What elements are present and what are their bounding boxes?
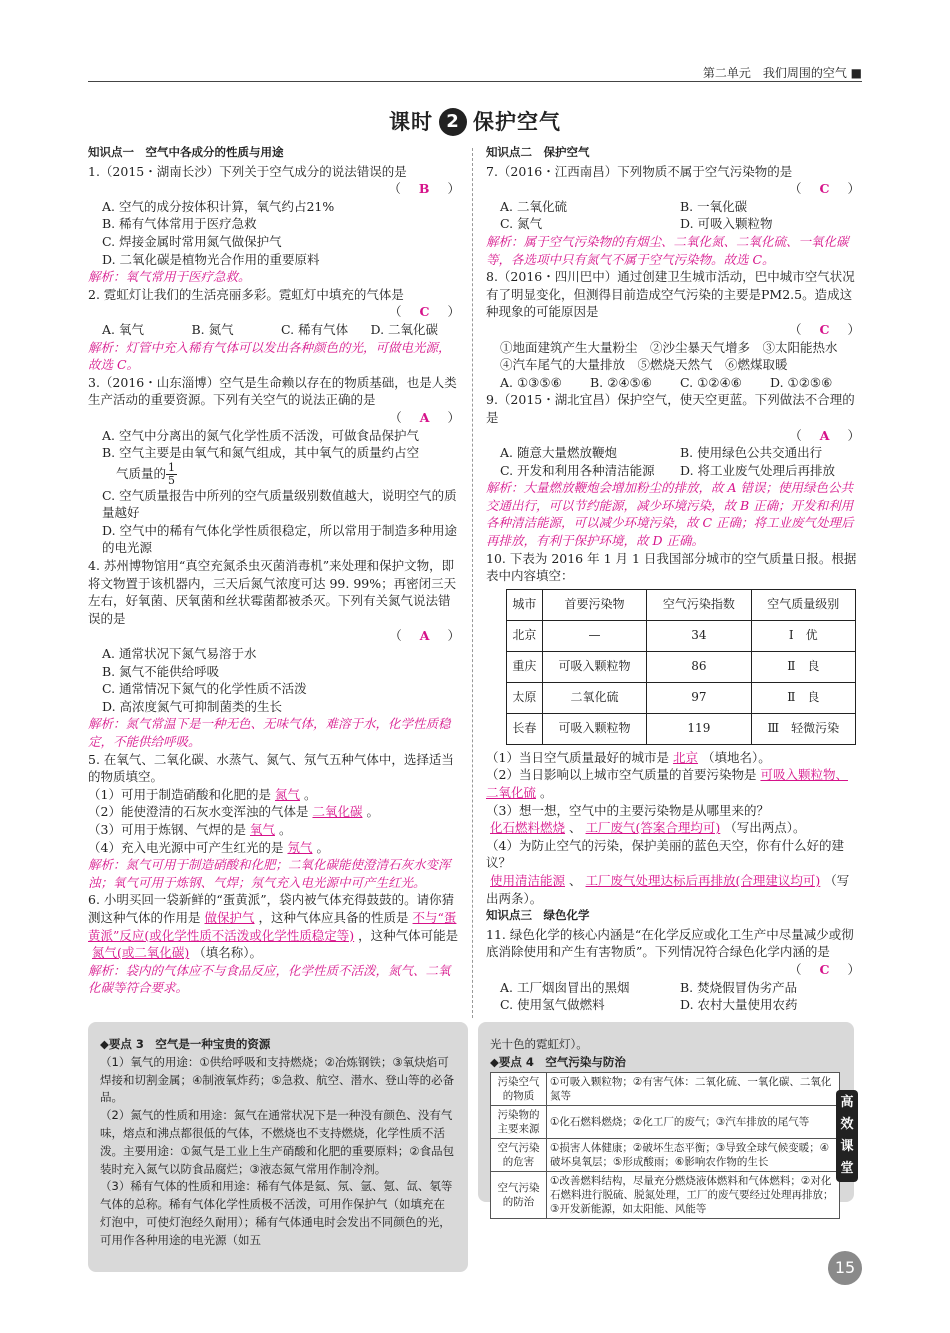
option: D. 二氧化碳是植物光合作用的重要原料 (102, 251, 320, 267)
table-row: 空气污染的防治 ①改善燃料结构，尽量充分燃烧液体燃料和气体燃料；②对化石燃料进行脱硫、脱氮处理，工厂的废气要经过处理再排放；③开发新能源，如太阳能、风能等 (491, 1171, 840, 1218)
explanation: 解析：氧气常用于医疗急救。 (88, 269, 251, 285)
option: D. 二氧化碳 (370, 321, 439, 337)
option: A. ①③⑤⑥ (500, 374, 562, 390)
option: C. 氮气 (500, 216, 543, 232)
section-heading: 知识点一 空气中各成分的性质与用途 (88, 145, 284, 159)
fill-answer: 做保护气 (204, 909, 255, 925)
key-point-3-box: ◆要点 3 空气是一种宝贵的资源 （1）氧气的用途：①供给呼吸和支持燃烧；②冶炼钢铁；③氧炔焰可焊接和切割金属；④制液氧炸药；⑤急救、航空、潜水、登山等的必备品。 （2）氮气的性质和用途：氮气在通常状况下是一种没有颜色、没有气味，熔点和沸点都很低的气体，不燃烧也不支持燃烧，化学性质不活泼。主要用途：①氮气是工业上生产硝酸和化肥的重要原料；②食品包装时充入氮气以防食品腐烂；③液态氮气常用作制冷剂。 （3）稀有气体的性质和用途：稀有气体是氦、氖、氩、氪、氙、氡等气体的总称。稀有气体化学性质极不活泼，可用作保护气（如填充在灯泡中，可使灯泡经久耐用）；稀有气体通电时会发出不同颜色的光，可用作各种用途的电光源（如五 (88, 1022, 468, 1272)
question-4: 4. 苏州博物馆用“真空充氮杀虫灭菌消毒机”来处理和保护文物，即将文物置于该机器内，三天后氮气浓度可达 99. 99%；再密闭三天左右，好氧菌、厌氧菌和丝状霉菌都被杀灭。下列有关氮气说法错误的是 (88, 558, 457, 626)
answer-7: C (819, 181, 830, 197)
option: A. 空气的成分按体积计算，氧气约占21% (102, 198, 335, 214)
fill-answer: 氧气 (249, 821, 275, 837)
left-column: 知识点一 空气中各成分的性质与用途 1.（2015・湖南长沙）下列关于空气成分的说法错误的是 （ B ） A. 空气的成分按体积计算，氧气约占21% B. 稀有气体常用于医疗急救 C. 焊接金属时常用氮气做保护气 D. 二氧化碳是植物光合作用的重要原料 解析：氧气常用于医疗急救。 2. 霓虹灯让我们的生活亮丽多彩。霓虹灯中填充的气体是 （ C ） A. 氧气 B. 氮气 C. 稀有气体 D. 二氧化碳 解析：灯管中充入稀有气体可以发出各种颜色的光，可做电光源，故选 C。 3.（2016・山东淄博）空气是生命赖以存在的物质基础，也是人类生产活动的重要资源。下列有关空气的说法正确的是 （ A ） A. 空气中分离出的氮气化学性质不活泼，可做食品保护气 B. 空气主要是由氧气和氮气组成，其中氧气的质量约占空 气质量的 $\frac{1}{5}$ C. 空气质量报告中所列的空气质量级别数值越大，说明空气的质量越好 D. 空气中的稀有气体化学性质很稳定，所以常用于制造多种用途的电光源 4. 苏州博物馆用“真空充氮杀虫灭菌消毒机”来处理和保护文物，即将文物置于该机器内，三天后氮气浓度可达 99. 99%；再密闭三天左右，好氧菌、厌氧菌和丝状霉菌都被杀灭。下列有关氮气说法错误的是 （ A ） A. 通常状况下氮气易溶于水 B. 氮气不能供给呼吸 C. 通常情况下氮气的化学性质不活泼 D. 高浓度氮气可抑制菌类的生长 解析：氮气常温下是一种无色、无味气体，难溶于水，化学性质稳定，不能供给呼吸。 5. 在氧气、二氧化碳、水蒸气、氮气、氖气五种气体中，选择适当的物质填空。 （1）可用于制造硝酸和化肥的是 氮气 。 （2）能使澄清的石灰水变浑浊的气体是 二氧化碳 。 （3）可用于炼钢、气焊的是 氧气 。 （4）充入电光源中可产生红光的是 氖气 。 解析：氮气可用于制造硝酸和化肥；二氧化碳能使澄清石灰水变浑浊；氧气可用于炼钢、气焊；氖气充入电光源中可产生红光。 6. 小明买回一袋新鲜的“蛋黄派”，袋内被气体充得鼓鼓的。请你猜测这种气体的作用是 做保护气 ，这种气体应具备的性质是 不与“蛋黄派”反应(或化学性质不活泼或化学性质稳定等) ，这种气体可能是氮气(或二氧化碳) （填名称）。 解析：袋内的气体应不与食品反应，化学性质不活泼，氮气、二氧化碳等符合要求。 (88, 145, 460, 996)
question-10: 10. 下表为 2016 年 1 月 1 日我国部分城市的空气质量日报。根据表中内容填空： (486, 550, 857, 584)
option: A. 空气中分离出的氮气化学性质不活泼，可做食品保护气 (102, 427, 419, 443)
question-6: 6. 小明买回一袋新鲜的“蛋黄派”，袋内被气体充得鼓鼓的。请你猜测这种气体的作用是 做保护气 ，这种气体应具备的性质是 不与“蛋黄派”反应(或化学性质不活泼或化学性质稳定等) ，这种气体可能是氮气(或二氧化碳) （填名称）。 (88, 892, 459, 961)
right-column: 知识点二 保护空气 7.（2016・江西南昌）下列物质不属于空气污染物的是 （ C ） A. 二氧化硫 B. 一氧化碳 C. 氮气 D. 可吸入颗粒物 解析：属于空气污染物的有烟尘、二氧化氮、二氧化硫、一氧化碳等，各选项中只有氮气不属于空气污染物。故选 C。 8.（2016・四川巴中）通过创建卫生城市活动，巴中城市空气状况有了明显变化，但测得目前造成空气污染的主要是PM2.5。造成这种现象的可能原因是 （ C ） ①地面建筑产生大量粉尘 ②沙尘暴天气增多 ③太阳能热水 ④汽车尾气的大量排放 ⑤燃烧天然气 ⑥燃煤取暖 A. ①③⑤⑥ B. ②④⑤⑥ C. ①②④⑥ D. ①②⑤⑥ 9.（2015・湖北宜昌）保护空气，使天空更蓝。下列做法不合理的是 （ A ） A. 随意大量燃放鞭炮 B. 使用绿色公共交通出行 C. 开发和利用各种清洁能源 D. 将工业废气处理后再排放 解析：大量燃放鞭炮会增加粉尘的排放，故 A 错误；使用绿色公共交通出行，可以节约能源，减少环境污染，故 B 正确；开发和利用各种清洁能源，可以减少环境污染，故 C 正确；将工业废气处理后再排放，有利于保护环境，故 D 正确。 10. 下表为 2016 年 1 月 1 日我国部分城市的空气质量日报。根据表中内容填空： 城市 首要污染物 空气污染指数 空气质量级别 北京 — 34 Ⅰ 优 重庆 可吸入颗粒物 86 Ⅱ 良 太原 二氧化硫 97 Ⅱ 良 长春 可吸入颗粒物 119 Ⅲ 轻微污染 （1）当日空气质量最好的城市是 北京 （填地名）。 （2）当日影响以上城市空气质量的首要污染物是 可吸入颗粒物、二氧化硫 。 （3）想一想，空气中的主要污染物是从哪里来的？ 化石燃料燃烧 、 工厂废气(答案合理均可) （写出两点）。 （4）为防止空气的污染，保护美丽的蓝色天空，你有什么好的建议？ 使用清洁能源 、 工厂废气处理达标后再排放(合理建议均可) （写出两条）。 知识点三 绿色化学 11. 绿色化学的核心内涵是“在化学反应或化工生产中尽量减少或彻底消除使用和产生有害物质”。下列情况符合绿色化学内涵的是 （ C ） A. 工厂烟囱冒出的黑烟 B. 焚烧假冒伪劣产品 C. 使用氢气做燃料 D. 农村大量使用农药 (486, 145, 860, 1013)
explanation: 解析：氮气可用于制造硝酸和化肥；二氧化碳能使澄清石灰水变浑浊；氧气可用于炼钢、气焊；氖气充入电光源中可产生红光。 (88, 857, 451, 890)
option: D. 农村大量使用农药 (680, 997, 798, 1013)
question-2: 2. 霓虹灯让我们的生活亮丽多彩。霓虹灯中填充的气体是 (88, 286, 404, 302)
column-divider (472, 148, 473, 1018)
explanation: 解析：氮气常温下是一种无色、无味气体，难溶于水，化学性质稳定，不能供给呼吸。 (88, 716, 451, 749)
fill-answer: 可吸入颗粒物、二氧化硫 (486, 767, 848, 801)
option: C. 开发和利用各种清洁能源 (500, 462, 655, 478)
option: D. ①②⑤⑥ (770, 374, 833, 390)
air-quality-table (506, 589, 856, 745)
fill-answer: 工厂废气(答案合理均可) (585, 820, 721, 836)
option: B. 一氧化碳 (680, 198, 748, 214)
option: A. 工厂烟囱冒出的黑烟 (500, 979, 630, 995)
option: B. 使用绿色公共交通出行 (680, 445, 823, 461)
pollution-table (490, 1072, 840, 1219)
option: B. 稀有气体常用于医疗急救 (102, 216, 257, 232)
option: D. 可吸入颗粒物 (680, 216, 773, 232)
question-8: 8.（2016・四川巴中）通过创建卫生城市活动，巴中城市空气状况有了明显变化，但测得目前造成空气污染的主要是PM2.5。造成这种现象的可能原因是 (486, 269, 855, 320)
table-row: 污染物的主要来源 ①化石燃料燃烧；②化工厂的废气；③汽车排放的尾气等 (491, 1105, 840, 1138)
option: A. 通常状况下氮气易溶于水 (102, 646, 257, 662)
option: D. 空气中的稀有气体化学性质很稳定，所以常用于制造多种用途的电光源 (102, 522, 458, 556)
fill-answer: 不与“蛋黄派”反应(或化学性质不活泼或化学性质稳定等) (88, 909, 457, 943)
fill-answer: 氮气(或二氧化碳) (92, 945, 190, 961)
option: C. 焊接金属时常用氮气做保护气 (102, 233, 282, 249)
option: D. 将工业废气处理后再排放 (680, 462, 836, 478)
question-1: 1.（2015・湖南长沙）下列关于空气成分的说法错误的是 (88, 163, 407, 179)
option: ①地面建筑产生大量粉尘 ②沙尘暴天气增多 ③太阳能热水 ④汽车尾气的大量排放 ⑤燃烧天然气 ⑥燃煤取暖 (500, 339, 851, 373)
section-heading: 知识点二 保护空气 (486, 145, 590, 159)
option: C. ①②④⑥ (680, 374, 742, 390)
answer-8: C (819, 321, 830, 337)
option: B. 焚烧假冒伪劣产品 (680, 979, 798, 995)
answer-3: A (419, 409, 430, 425)
page-number: 15 (828, 1251, 862, 1285)
question-3: 3.（2016・山东淄博）空气是生命赖以存在的物质基础，也是人类生产活动的重要资源。下列有关空气的说法正确的是 (88, 374, 457, 408)
fill-answer: 氖气 (287, 839, 313, 855)
table-row: 空气污染的危害 ①损害人体健康；②破坏生态平衡；③导致全球气候变暖；④破坏臭氧层；⑤形成酸雨；⑥影响农作物的生长 (491, 1138, 840, 1171)
option: B. 氮气不能供给呼吸 (102, 663, 220, 679)
option: A. 随意大量燃放鞭炮 (500, 445, 617, 461)
fill-answer: 工厂废气处理达标后再排放(合理建议均可) (585, 873, 821, 888)
explanation: 解析：大量燃放鞭炮会增加粉尘的排放，故 A 错误；使用绿色公共交通出行，可以节约能源，减少环境污染，故 B 正确；开发和利用各种清洁能源，可以减少环境污染，故 C 正确；将工业废气处理后再排放，有利于保护环境，故 D 正确。 (486, 480, 854, 549)
table-row: 北京 — 34 Ⅰ 优 (507, 620, 856, 651)
page-header (88, 60, 862, 82)
fill-answer: 化石燃料燃烧 (490, 820, 566, 836)
answer-11: C (819, 961, 830, 977)
key-point-4-box: 光十色的霓虹灯）。 ◆要点 4 空气污染与防治 污染空气的物质 ①可吸入颗粒物；②有害气体：二氧化硫、一氧化碳、二氧化氮等 污染物的主要来源 ①化石燃料燃烧；②化工厂的废气；③汽车排放的尾气等 空气污染的危害 ①损害人体健康；②破坏生态平衡；③导致全球气候变暖；④破坏臭氧层；⑤形成酸雨；⑥影响农作物的生长 空气污染的防治 ①改善燃料结构，尽量充分燃烧液体燃料和气体燃料；②对化石燃料进行脱硫、脱氮处理，工厂的废气要经过处理再排放；③开发新能源，如太阳能、风能等 (478, 1022, 854, 1202)
table-row: 污染空气的物质 ①可吸入颗粒物；②有害气体：二氧化硫、一氧化碳、二氧化氮等 (491, 1072, 840, 1105)
explanation: 解析：袋内的气体应不与食品反应，化学性质不活泼，氮气、二氧化碳等符合要求。 (88, 962, 451, 996)
option: C. 通常情况下氮气的化学性质不活泼 (102, 681, 307, 697)
answer-4: A (419, 628, 430, 644)
lesson-title: 课时 2 保护空气 (389, 110, 561, 134)
table-row: 长春 可吸入颗粒物 119 Ⅲ 轻微污染 (507, 713, 856, 744)
explanation: 解析：属于空气污染物的有烟尘、二氧化氮、二氧化硫、一氧化碳等，各选项中只有氮气不属于空气污染物。故选 C。 (486, 233, 849, 267)
table-header-row: 城市 首要污染物 空气污染指数 空气质量级别 (507, 589, 856, 620)
option: A. 氧气 (102, 321, 144, 337)
question-11: 11. 绿色化学的核心内涵是“在化学反应或化工生产中尽量减少或彻底消除使用和产生有害物质”。下列情况符合绿色化学内涵的是 (486, 926, 854, 960)
option: B. 氮气 (191, 321, 234, 337)
answer-1: B (418, 181, 430, 197)
key-point-heading: ◆要点 3 空气是一种宝贵的资源 (100, 1037, 271, 1051)
option: A. 二氧化硫 (500, 198, 567, 214)
option: C. 空气质量报告中所列的空气质量级别数值越大，说明空气的质量越好 (102, 487, 457, 521)
fraction: $\frac{1}{5}$ (168, 460, 176, 487)
table-row: 太原 二氧化硫 97 Ⅱ 良 (507, 682, 856, 713)
table-row: 重庆 可吸入颗粒物 86 Ⅱ 良 (507, 651, 856, 682)
fill-answer: 北京 (672, 749, 698, 765)
explanation: 解析：灯管中充入稀有气体可以发出各种颜色的光，可做电光源，故选 C。 (88, 339, 451, 373)
option: C. 使用氢气做燃料 (500, 997, 605, 1013)
option: B. 空气主要是由氧气和氮气组成，其中氧气的质量约占空 (102, 445, 420, 461)
option: C. 稀有气体 (281, 321, 349, 337)
answer-9: A (819, 427, 830, 443)
question-5: 5. 在氧气、二氧化碳、水蒸气、氮气、氖气五种气体中，选择适当的物质填空。 (88, 751, 454, 785)
question-9: 9.（2015・湖北宜昌）保护空气，使天空更蓝。下列做法不合理的是 (486, 392, 855, 425)
lesson-number: 2 (439, 108, 467, 136)
side-tab: 高效课堂 (836, 1090, 858, 1182)
header-text: 第二单元 我们周围的空气 ■ (702, 66, 862, 80)
key-point-heading: ◆要点 4 空气污染与防治 (490, 1054, 626, 1069)
option: B. ②④⑤⑥ (590, 374, 652, 390)
section-heading: 知识点三 绿色化学 (486, 908, 590, 923)
question-7: 7.（2016・江西南昌）下列物质不属于空气污染物的是 (486, 163, 793, 179)
fill-answer: 二氧化碳 (312, 804, 363, 820)
fill-answer: 使用清洁能源 (490, 873, 566, 888)
answer-2: C (419, 304, 430, 320)
fill-answer: 氮气 (274, 786, 300, 802)
option: D. 高浓度氮气可抑制菌类的生长 (102, 698, 283, 714)
